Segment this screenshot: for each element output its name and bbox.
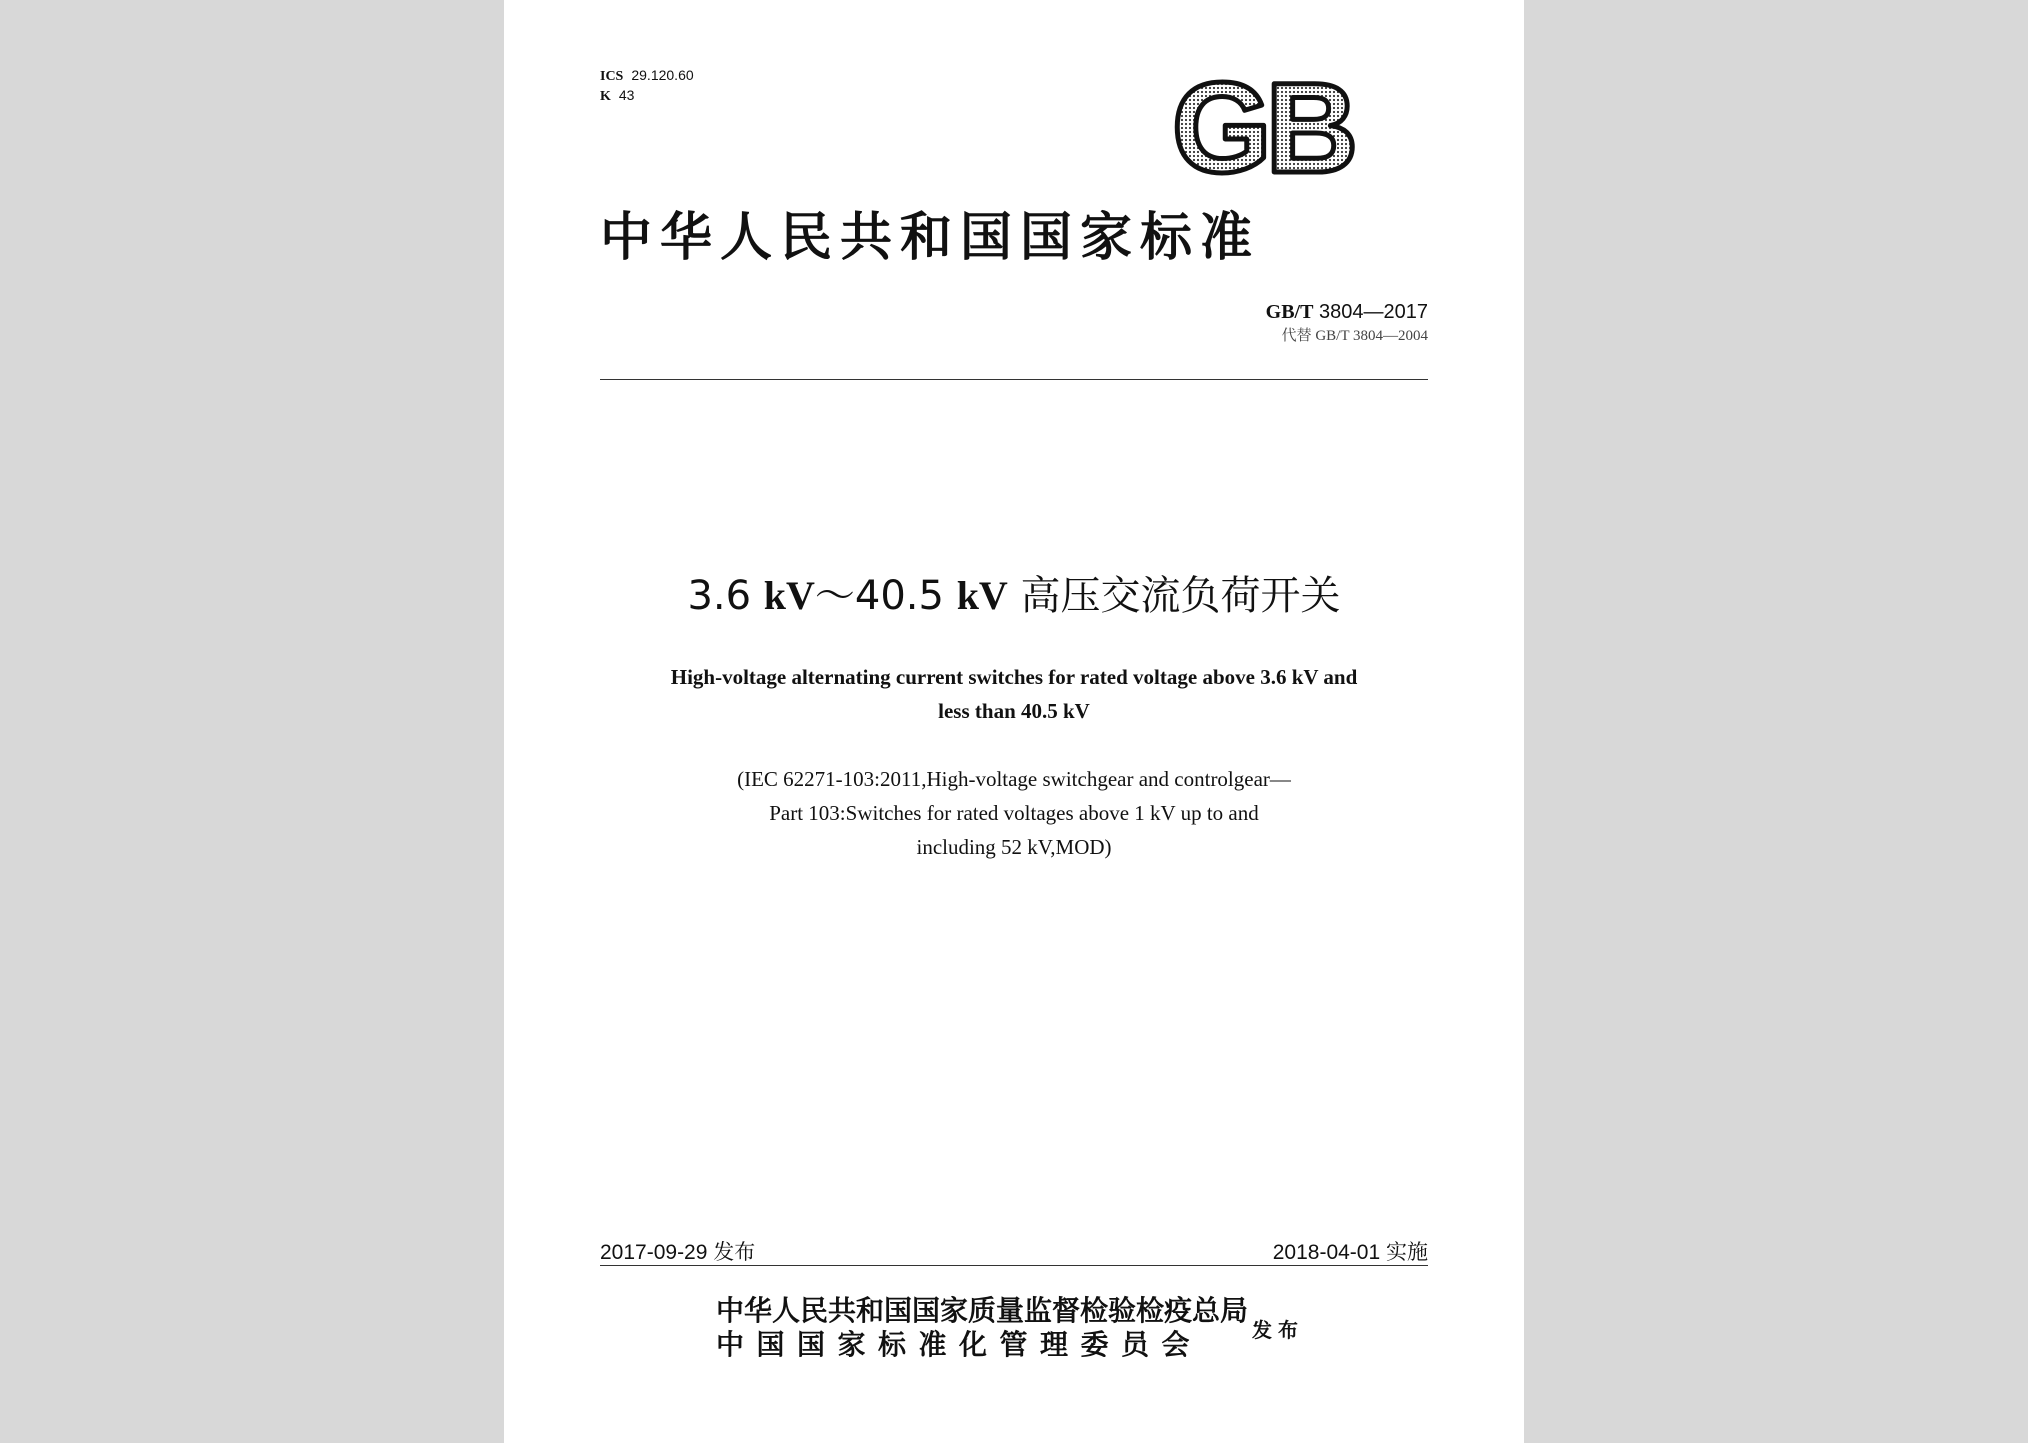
replaced-standard: 代替 GB/T 3804—2004 bbox=[1281, 328, 1428, 344]
iec-line-1: (IEC 62271-103:2011,High-voltage switchgear and controlgear— bbox=[737, 767, 1291, 791]
standard-number bbox=[1266, 300, 1428, 324]
title-cn-unit-2: kV bbox=[956, 573, 1008, 618]
ics-code: 29.120.60 bbox=[631, 67, 694, 83]
classification-codes bbox=[600, 66, 694, 106]
footer-divider bbox=[600, 1265, 1428, 1266]
gb-logo bbox=[1168, 74, 1388, 189]
standard-number-value: 3804—2017 bbox=[1319, 301, 1428, 323]
document-page bbox=[504, 0, 1524, 1443]
gb-logo-graphic bbox=[1168, 74, 1388, 184]
implementation-date: 2018-04-01 实施 bbox=[1272, 1241, 1428, 1264]
iec-line-2: Part 103:Switches for rated voltages above 1 kV up to and bbox=[769, 801, 1259, 825]
title-en-line-1: High-voltage alternating current switches for rated voltage above 3.6 kV and bbox=[670, 665, 1358, 689]
iec-line-3: including 52 kV,MOD) bbox=[916, 835, 1112, 859]
title-cn-voltage-high: ～40.5 bbox=[814, 573, 957, 619]
standard-type-title: 中华人民共和国国家标准 bbox=[600, 207, 1261, 268]
ics-label: ICS bbox=[600, 69, 624, 84]
document-title-english bbox=[504, 660, 1524, 728]
document-title-chinese bbox=[504, 568, 1524, 624]
ccs-line bbox=[600, 86, 694, 106]
header-divider bbox=[600, 379, 1428, 380]
ics-line bbox=[600, 66, 694, 86]
title-cn-text: 高压交流负荷开关 bbox=[1007, 573, 1341, 619]
gb-logo-text: GB bbox=[1172, 74, 1352, 184]
issuer-sac: 中国国家标准化管理委员会 bbox=[716, 1328, 1203, 1361]
ccs-label: K bbox=[600, 89, 611, 104]
title-cn-unit-1: kV bbox=[763, 573, 815, 618]
title-cn-voltage-low: 3.6 bbox=[687, 573, 764, 619]
ccs-code: 43 bbox=[618, 87, 635, 103]
publication-date: 2017-09-29 发布 bbox=[600, 1241, 756, 1264]
title-en-line-2: less than 40.5 kV bbox=[938, 699, 1090, 723]
standard-number-prefix: GB/T bbox=[1265, 301, 1314, 323]
issuer-aqsiq: 中华人民共和国国家质量监督检验检疫总局 bbox=[716, 1294, 1249, 1327]
issuing-bodies bbox=[716, 1294, 1248, 1362]
iec-reference bbox=[504, 762, 1524, 864]
issue-label: 发布 bbox=[1252, 1318, 1304, 1342]
